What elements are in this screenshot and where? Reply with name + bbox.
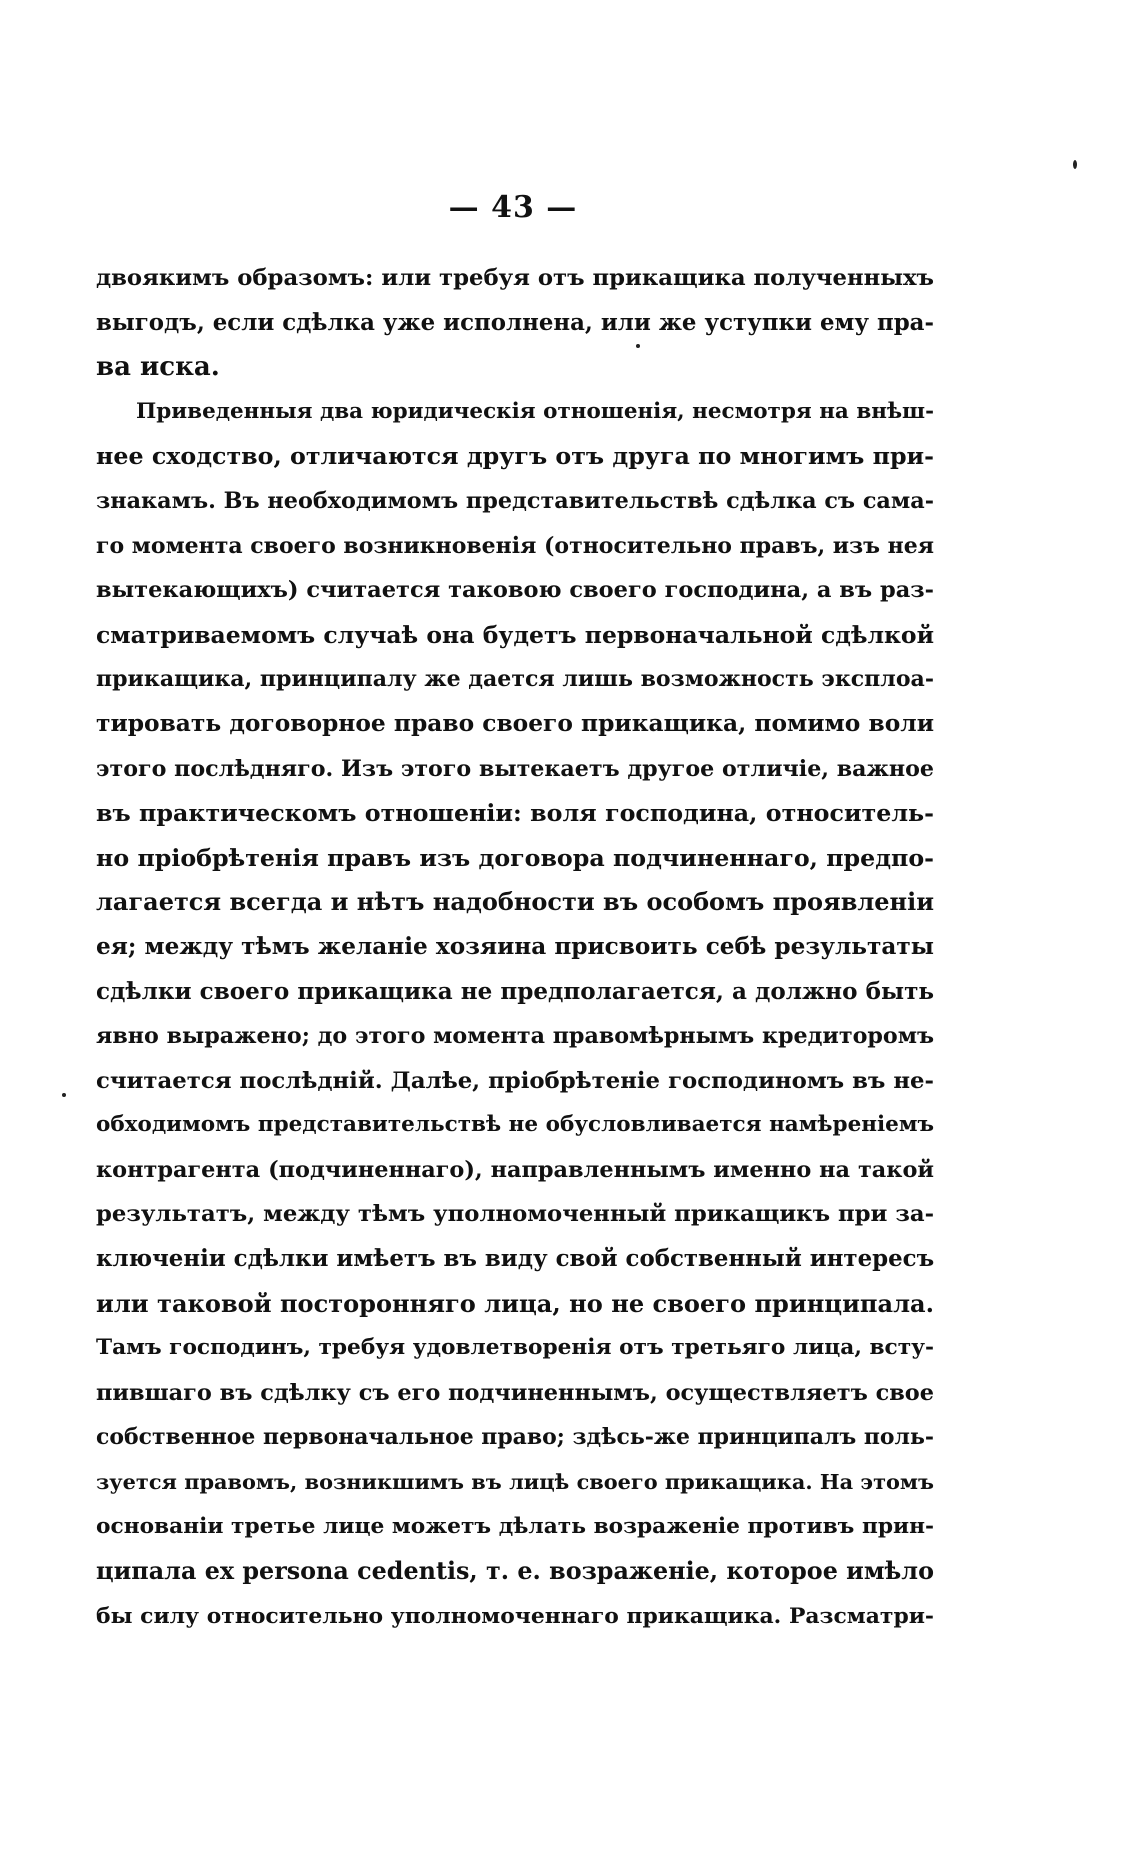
text-line: бы силу относительно уполномоченнаго прикащика. Разсматри- — [96, 1602, 934, 1629]
print-speck — [636, 344, 640, 348]
text-line: прикащика, принципалу же дается лишь возможность эксплоа- — [96, 666, 934, 693]
text-line: основаніи третье лице можетъ дѣлать возраженіе противъ прин- — [96, 1513, 934, 1539]
text-line: тировать договорное право своего прикащика, помимо воли — [96, 709, 934, 737]
text-line: ва иска. — [96, 352, 220, 383]
text-line: сматриваемомъ случаѣ она будетъ первоначальной сдѣлкой — [96, 620, 934, 649]
text-line: контрагента (подчиненнаго), направленнымъ именно на такой — [96, 1156, 934, 1183]
text-line: Приведенныя два юридическія отношенія, несмотря на внѣш- — [136, 398, 934, 424]
text-line: сдѣлки своего прикащика не предполагается, а должно быть — [96, 977, 934, 1005]
text-line: зуется правомъ, возникшимъ въ лицѣ своего прикащика. На этомъ — [96, 1469, 934, 1495]
text-line: лагается всегда и нѣтъ надобности въ особомъ проявленіи — [96, 887, 934, 917]
text-line: вытекающихъ) считается таковою своего господина, а въ раз- — [96, 577, 934, 604]
print-speck — [62, 1093, 66, 1097]
text-line: явно выражено; до этого момента правомѣрнымъ кредиторомъ — [96, 1023, 934, 1050]
text-line: пившаго въ сдѣлку съ его подчиненнымъ, осуществляетъ свое — [96, 1379, 934, 1406]
text-line: нее сходство, отличаются другъ отъ друга по многимъ при- — [96, 442, 934, 471]
text-line: ключеніи сдѣлки имѣетъ въ виду свой собственный интересъ — [96, 1246, 934, 1273]
text-line: выгодъ, если сдѣлка уже исполнена, или же уступки ему пра- — [96, 309, 934, 336]
text-line: въ практическомъ отношеніи: воля господина, относитель- — [96, 799, 934, 828]
text-line: обходимомъ представительствѣ не обусловливается намѣреніемъ — [96, 1112, 934, 1138]
text-line: Тамъ господинъ, требуя удовлетворенія отъ третьяго лица, всту- — [96, 1335, 934, 1361]
text-line: результатъ, между тѣмъ уполномоченный прикащикъ при за- — [96, 1201, 934, 1228]
body-text — [96, 256, 934, 1638]
text-line: но пріобрѣтенія правъ изъ договора подчиненнаго, предпо- — [96, 843, 934, 872]
text-line: знакамъ. Въ необходимомъ представительствѣ сдѣлка съ сама- — [96, 487, 934, 514]
text-line: го момента своего возникновенія (относительно правъ, изъ нея — [96, 532, 934, 559]
text-line: ея; между тѣмъ желаніе хозяина присвоить себѣ результаты — [96, 932, 934, 960]
print-speck — [1073, 160, 1077, 169]
page-number: — 43 — — [448, 190, 578, 225]
text-line: двоякимъ образомъ: или требуя отъ прикащика полученныхъ — [96, 265, 934, 291]
text-line: или таковой посторонняго лица, но не своего принципала. — [96, 1288, 934, 1318]
text-line: собственное первоначальное право; здѣсь-же принципалъ поль- — [96, 1424, 934, 1451]
text-line: считается послѣдній. Далѣе, пріобрѣтеніе господиномъ въ не- — [96, 1067, 934, 1094]
text-line: ципала ex persona cedentis, т. е. возраженіе, которое имѣло — [96, 1557, 934, 1586]
text-line: этого послѣдняго. Изъ этого вытекаетъ другое отличіе, важное — [96, 755, 934, 782]
